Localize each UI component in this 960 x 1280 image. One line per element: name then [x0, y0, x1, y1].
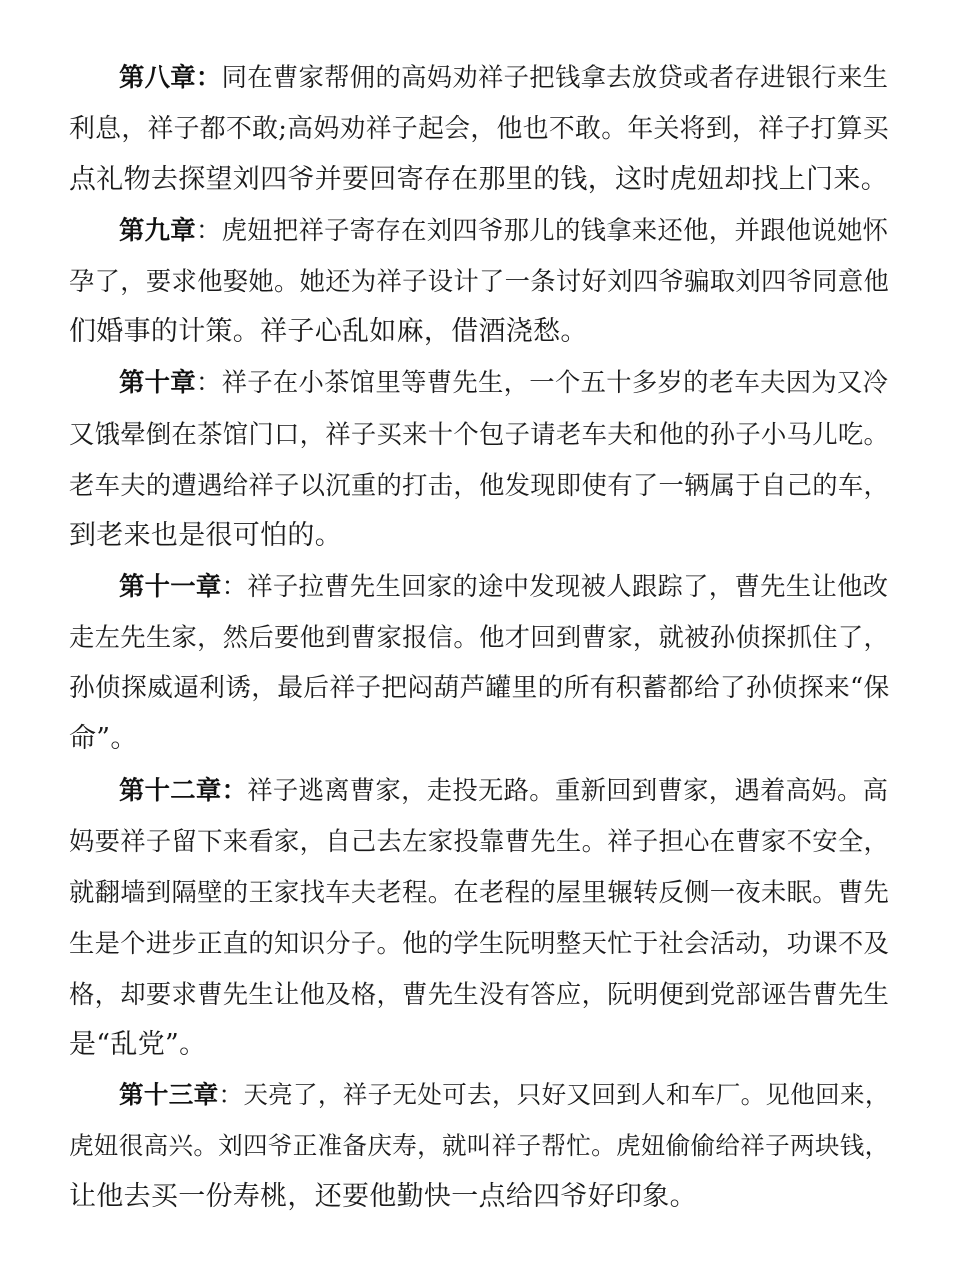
- chapter-line: 走左先生家，然后要他到曹家报信。他才回到曹家，就被孙侦探抓住了，: [69, 622, 890, 652]
- chapter-text: 同在曹家帮佣的高妈劝祥子把钱拿去放贷或者存进银行来生: [221, 62, 889, 92]
- chapter-label: 第八章：: [119, 62, 222, 92]
- chapter-line: 是“乱党”。: [69, 1029, 207, 1060]
- chapter-label: 第十三章: [119, 1080, 219, 1109]
- chapter-label: 第十章: [119, 367, 196, 397]
- chapter-label: 第十二章：: [119, 775, 248, 805]
- chapter-line: 点礼物去探望刘四爷并要回寄存在那里的钱，这时虎妞却找上门来。: [69, 164, 888, 195]
- chapter-line: [119, 765, 939, 815]
- chapter-line: [119, 205, 939, 255]
- chapter-text: ：虎妞把祥子寄存在刘四爷那儿的钱拿来还他，并跟他说她怀: [195, 215, 889, 245]
- chapter-line: 妈要祥子留下来看家，自己去左家投靠曹先生。祥子担心在曹家不安全，: [69, 826, 890, 856]
- chapter-label: 第九章: [119, 215, 196, 245]
- chapter-line: 格，却要求曹先生让他及格，曹先生没有答应，阮明便到党部诬告曹先生: [69, 979, 890, 1009]
- chapter-line: 生是个进步正直的知识分子。他的学生阮明整天忙于社会活动，功课不及: [69, 928, 890, 958]
- chapter-line: 老车夫的遭遇给祥子以沉重的打击，他发现即使有了一辆属于自己的车，: [69, 470, 890, 500]
- chapter-text: ：天亮了，祥子无处可去，只好又回到人和车厂。见他回来，: [218, 1080, 890, 1109]
- chapter-text: ：祥子拉曹先生回家的途中发现被人跟踪了，曹先生让他改: [221, 571, 889, 601]
- chapter-text: ：祥子在小茶馆里等曹先生，一个五十多岁的老车夫因为又冷: [195, 367, 889, 397]
- chapter-line: 孕了，要求他娶她。她还为祥子设计了一条讨好刘四爷骗取刘四爷同意他: [69, 266, 890, 296]
- chapter-line: 又饿晕倒在茶馆门口，祥子买来十个包子请老车夫和他的孙子小马儿吃。: [69, 419, 890, 449]
- chapter-line: 命”。: [69, 723, 138, 754]
- chapter-label: 第十一章: [119, 571, 222, 601]
- chapter-line: [119, 52, 939, 102]
- chapter-line: [119, 561, 939, 611]
- chapter-line: 们婚事的计策。祥子心乱如麻，借酒浇愁。: [69, 316, 588, 347]
- chapter-line: 就翻墙到隔壁的王家找车夫老程。在老程的屋里辗转反侧一夜未眠。曹先: [69, 877, 890, 907]
- chapter-line: 让他去买一份寿桃，还要他勤快一点给四爷好印象。: [69, 1181, 697, 1212]
- chapter-line: 到老来也是很可怕的。: [69, 520, 342, 551]
- chapter-text: 祥子逃离曹家，走投无路。重新回到曹家，遇着高妈。高: [247, 775, 889, 805]
- chapter-line: 虎妞很高兴。刘四爷正准备庆寿，就叫祥子帮忙。虎妞偷偷给祥子两块钱，: [69, 1131, 890, 1160]
- chapter-line: 孙侦探威逼利诱，最后祥子把闷葫芦罐里的所有积蓄都给了孙侦探来“保: [69, 673, 890, 703]
- chapter-line: [119, 357, 939, 407]
- chapter-line: [119, 1070, 939, 1120]
- chapter-line: 利息，祥子都不敢;高妈劝祥子起会，他也不敢。年关将到，祥子打算买: [69, 114, 889, 144]
